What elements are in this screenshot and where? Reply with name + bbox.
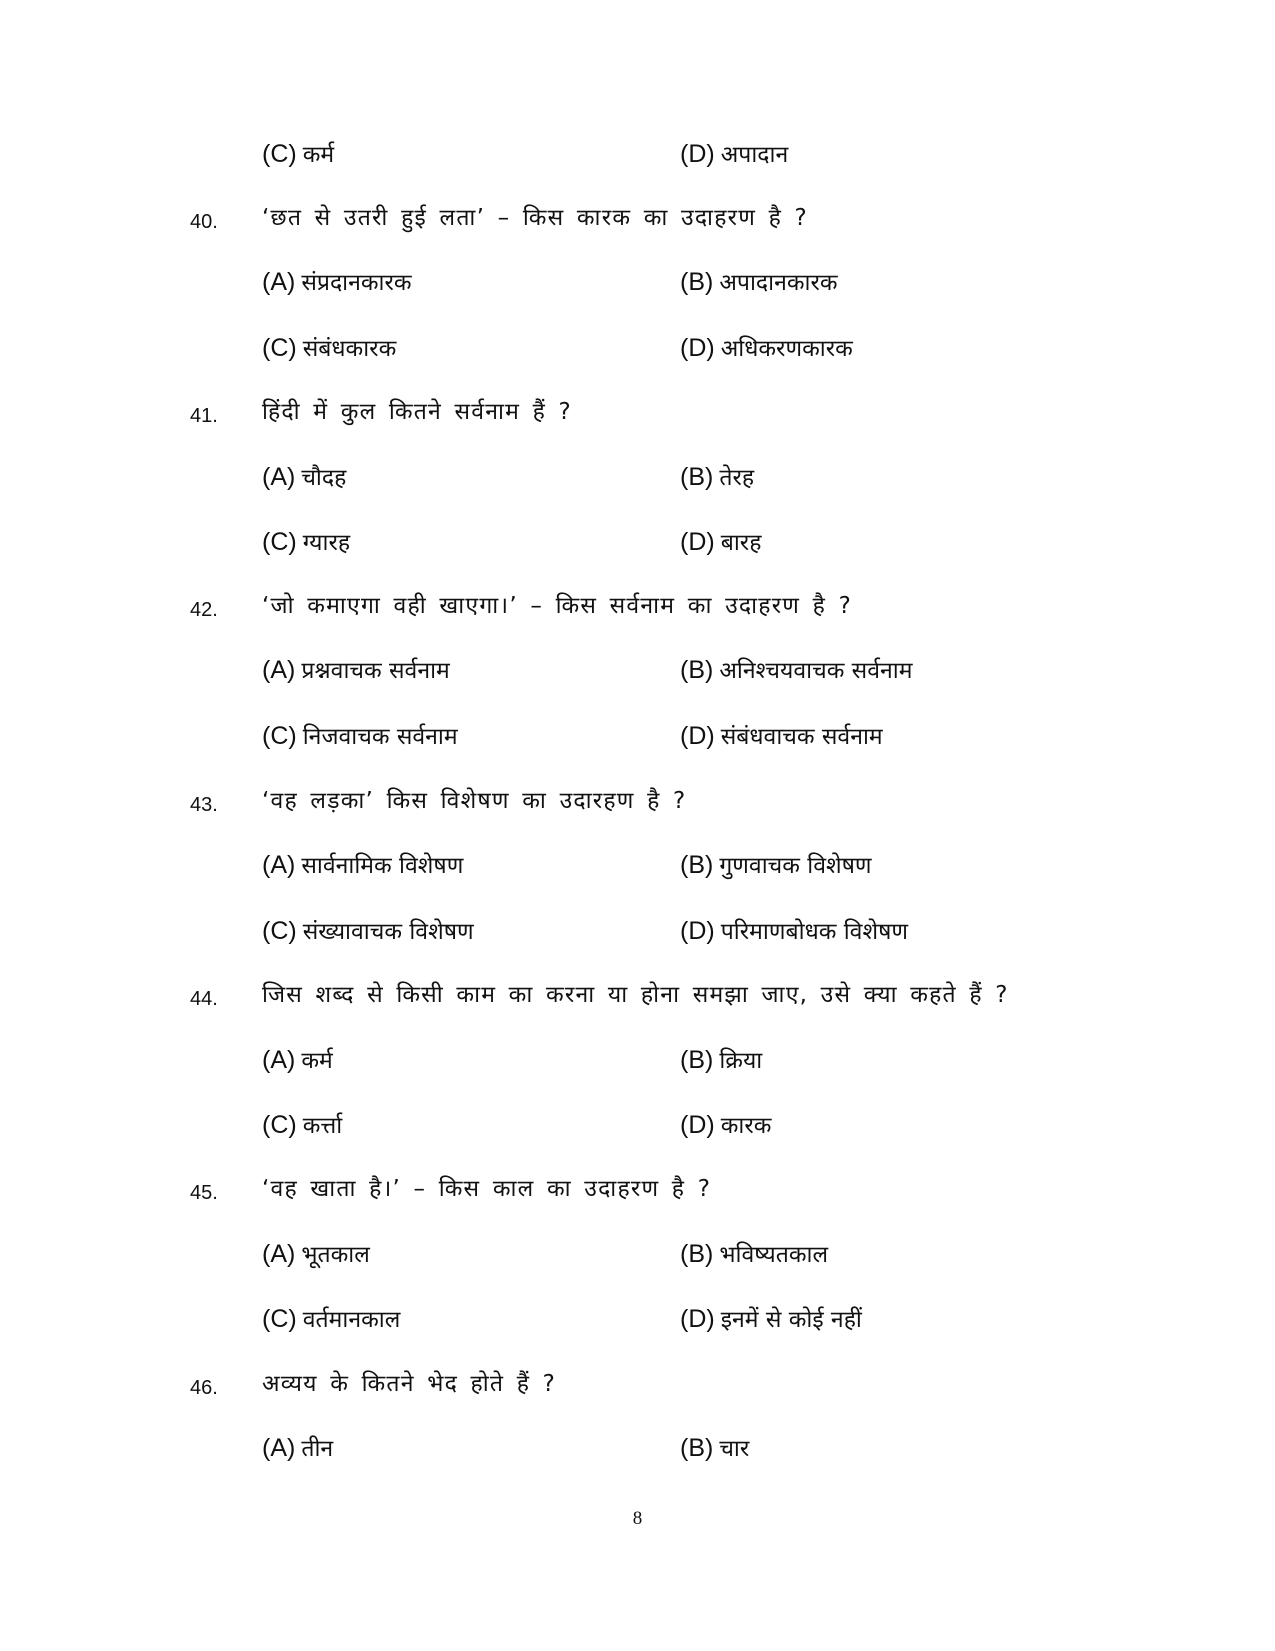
option-row — [262, 845, 1162, 885]
option-a: (A) सार्वनामिक विशेषण — [262, 851, 464, 879]
option-b: (B) तेरह — [680, 463, 755, 491]
option-d: (D) अधिकरणकारक — [680, 334, 853, 362]
option-b: (B) चार — [680, 1434, 750, 1462]
question-text: जिस शब्द से किसी काम का करना या होना समझा जाए, उसे क्या कहते हैं ? — [262, 982, 1009, 1008]
question-text: ‘जो कमाएगा वही खाएगा।’ – किस सर्वनाम का उदाहरण है ? — [262, 593, 852, 619]
option-d: (D) संबंधवाचक सर्वनाम — [680, 722, 883, 750]
question-number: 40. — [190, 211, 218, 233]
option-c: (C) कर्त्ता — [262, 1111, 343, 1139]
option-row — [262, 911, 1162, 951]
question-text: ‘वह खाता है।’ – किस काल का उदाहरण है ? — [262, 1176, 712, 1202]
option-d: (D) कारक — [680, 1111, 772, 1139]
option-d: (D) अपादान — [680, 140, 789, 168]
option-row — [262, 650, 1162, 690]
option-row — [262, 1428, 1162, 1468]
option-c: (C) कर्म — [262, 140, 335, 168]
question-42 — [190, 586, 1110, 626]
question-text: अव्यय के कितने भेद होते हैं ? — [262, 1371, 557, 1397]
option-d: (D) इनमें से कोई नहीं — [680, 1305, 862, 1333]
option-b: (B) भविष्यतकाल — [680, 1240, 829, 1268]
question-number: 44. — [190, 988, 218, 1010]
option-row — [262, 262, 1162, 302]
question-44 — [190, 975, 1110, 1015]
question-number: 42. — [190, 599, 218, 621]
option-b: (B) अनिश्चयवाचक सर्वनाम — [680, 656, 913, 684]
option-row — [262, 1105, 1162, 1145]
question-text: ‘छत से उतरी हुई लता’ – किस कारक का उदाहरण है ? — [262, 205, 808, 231]
question-number: 46. — [190, 1377, 218, 1399]
question-text: हिंदी में कुल कितने सर्वनाम हैं ? — [262, 399, 572, 425]
option-b: (B) अपादानकारक — [680, 268, 838, 296]
question-number: 43. — [190, 794, 218, 816]
option-c: (C) ग्यारह — [262, 528, 351, 556]
option-c: (C) निजवाचक सर्वनाम — [262, 722, 458, 750]
question-46 — [190, 1364, 1110, 1404]
option-row — [262, 134, 1162, 174]
option-a: (A) संप्रदानकारक — [262, 268, 412, 296]
option-b: (B) क्रिया — [680, 1046, 763, 1074]
option-row — [262, 1299, 1162, 1339]
question-text: ‘वह लड़का’ किस विशेषण का उदारहण है ? — [262, 788, 687, 814]
option-c: (C) संबंधकारक — [262, 334, 397, 362]
option-a: (A) कर्म — [262, 1046, 333, 1074]
question-43 — [190, 781, 1110, 821]
page-number: 8 — [632, 1508, 643, 1529]
option-c: (C) संख्यावाचक विशेषण — [262, 917, 474, 945]
option-row — [262, 457, 1162, 497]
question-number: 41. — [190, 405, 218, 427]
question-40 — [190, 198, 1110, 238]
option-b: (B) गुणवाचक विशेषण — [680, 851, 872, 879]
option-a: (A) भूतकाल — [262, 1240, 370, 1268]
option-row — [262, 1040, 1162, 1080]
option-a: (A) तीन — [262, 1434, 334, 1462]
option-row — [262, 328, 1162, 368]
option-d: (D) बारह — [680, 528, 762, 556]
option-a: (A) प्रश्नवाचक सर्वनाम — [262, 656, 450, 684]
option-c: (C) वर्तमानकाल — [262, 1305, 401, 1333]
question-number: 45. — [190, 1182, 218, 1204]
option-row — [262, 1234, 1162, 1274]
option-row — [262, 522, 1162, 562]
question-41 — [190, 392, 1110, 432]
question-45 — [190, 1169, 1110, 1209]
option-d: (D) परिमाणबोधक विशेषण — [680, 917, 909, 945]
option-row — [262, 716, 1162, 756]
option-a: (A) चौदह — [262, 463, 347, 491]
